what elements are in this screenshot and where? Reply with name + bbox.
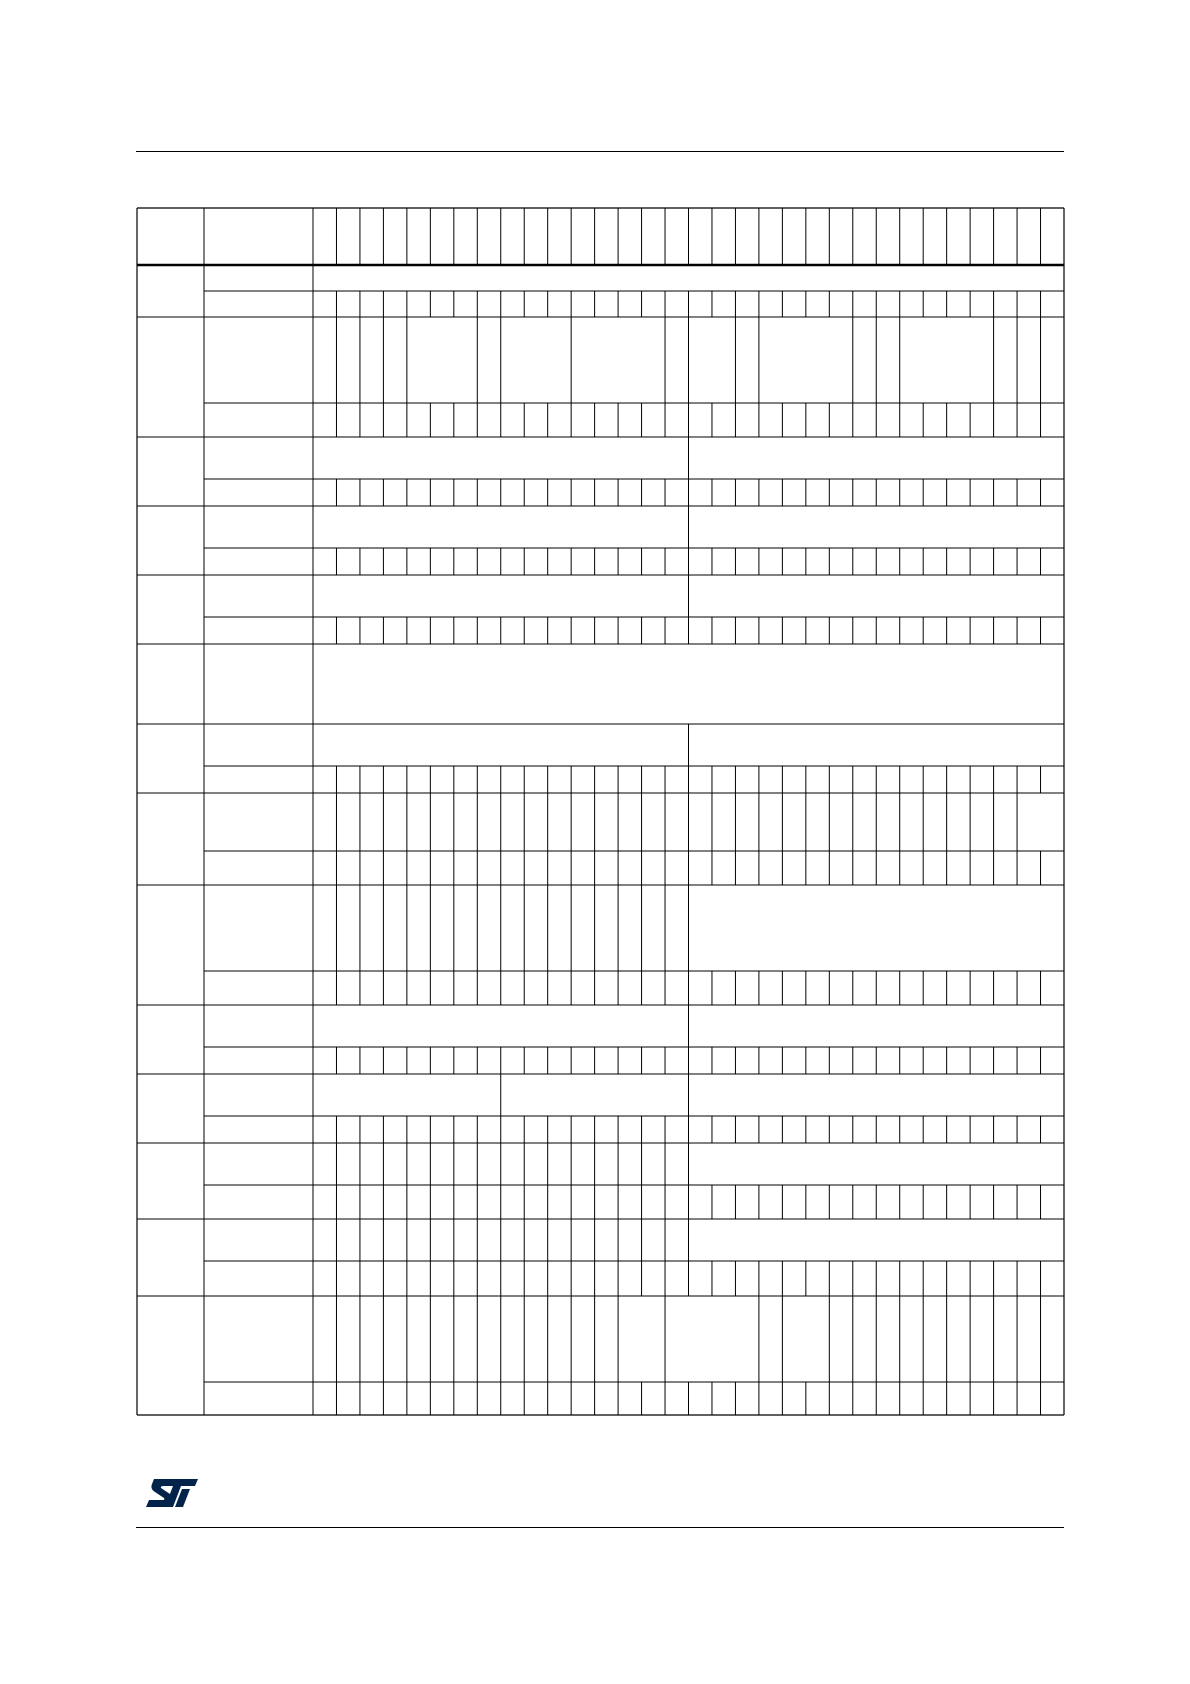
st-logo-icon <box>144 1476 200 1510</box>
bottom-rule <box>136 1527 1064 1528</box>
